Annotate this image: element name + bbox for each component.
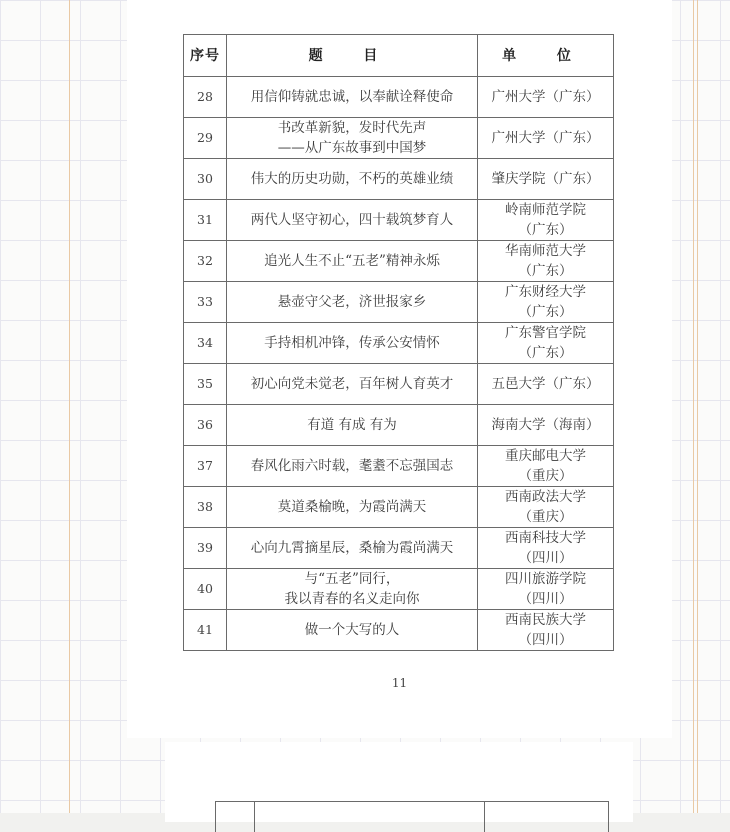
row-number: 28 [184,77,227,118]
header-title: 题 目 [227,35,478,77]
unit-line: 海南大学（海南） [491,417,600,433]
row-number: 31 [184,200,227,241]
document-page [127,0,672,738]
table-row [184,487,614,528]
title-line: 用信仰铸就忠诚，以奉献诠释使命 [250,89,454,105]
unit-line: 广东财经大学 [505,284,586,300]
title-line: 初心向党未觉老，百年树人育英才 [250,376,454,392]
row-title [227,77,478,118]
row-title [227,405,478,446]
unit-line: 四川旅游学院 [505,571,586,587]
row-number: 37 [184,446,227,487]
row-unit [478,487,614,528]
unit-line: 广州大学（广东） [491,130,600,146]
title-line: 两代人坚守初心，四十载筑梦育人 [250,212,454,228]
header-number: 序号 [184,35,227,77]
row-number: 36 [184,405,227,446]
unit-line: （四川） [518,632,573,648]
row-number: 39 [184,528,227,569]
margin-line [697,0,698,813]
table-row [184,118,614,159]
row-number: 35 [184,364,227,405]
title-line: 莫道桑榆晚，为霞尚满天 [277,499,427,515]
row-title [227,159,478,200]
title-line: 伟大的历史功勋，不朽的英雄业绩 [250,171,454,187]
unit-line: （广东） [518,304,573,320]
row-title [227,323,478,364]
row-title [227,282,478,323]
row-unit [478,118,614,159]
row-unit [478,569,614,610]
row-title [227,610,478,651]
unit-line: （广东） [518,263,573,279]
table-row [184,159,614,200]
table-row [184,241,614,282]
row-title [227,364,478,405]
unit-line: 广州大学（广东） [491,89,600,105]
row-number: 29 [184,118,227,159]
row-unit [478,200,614,241]
row-number: 32 [184,241,227,282]
title-line: 与“五老”同行， [304,571,400,587]
title-line: 书改革新貌，发时代先声 [277,120,427,136]
unit-line: 岭南师范学院 [505,202,586,218]
unit-line: 西南民族大学 [505,612,586,628]
title-line: 心向九霄摘星辰，桑榆为霞尚满天 [250,540,454,556]
row-unit [478,282,614,323]
title-line: 春风化雨六时载，耄耋不忘强国志 [250,458,454,474]
unit-line: 西南科技大学 [505,530,586,546]
table-row [184,77,614,118]
unit-line: 华南师范大学 [505,243,586,259]
row-unit [478,77,614,118]
title-line: 追光人生不止“五老”精神永烁 [264,253,440,269]
unit-line: （四川） [518,550,573,566]
unit-line: 广东警官学院 [505,325,586,341]
header-unit: 单 位 [478,35,614,77]
next-page [165,742,633,822]
unit-line: 西南政法大学 [505,489,586,505]
table-row [184,282,614,323]
row-unit [478,446,614,487]
unit-line: （重庆） [518,509,573,525]
row-title [227,446,478,487]
title-line: 做一个大写的人 [304,622,400,638]
margin-line [693,0,694,813]
row-number: 34 [184,323,227,364]
table-row [184,446,614,487]
row-unit [478,610,614,651]
row-number: 33 [184,282,227,323]
table-row [184,569,614,610]
unit-line: （四川） [518,591,573,607]
table-row [184,200,614,241]
row-title [227,241,478,282]
row-unit [478,528,614,569]
row-number: 30 [184,159,227,200]
unit-line: 五邑大学（广东） [491,376,600,392]
unit-line: 肇庆学院（广东） [491,171,600,187]
row-number: 41 [184,610,227,651]
row-title [227,487,478,528]
row-title [227,118,478,159]
table-row [184,528,614,569]
page-number: 11 [391,676,408,690]
row-unit [478,323,614,364]
row-number: 40 [184,569,227,610]
row-unit [478,159,614,200]
margin-line [69,0,70,813]
row-title [227,569,478,610]
unit-line: （重庆） [518,468,573,484]
unit-line: （广东） [518,345,573,361]
row-unit [478,241,614,282]
next-page-table [215,801,609,832]
row-unit [478,405,614,446]
table-row [184,610,614,651]
row-unit [478,364,614,405]
unit-line: （广东） [518,222,573,238]
title-line: 手持相机冲锋，传承公安情怀 [264,335,440,351]
title-line: 悬壶守父老，济世报家乡 [277,294,427,310]
row-title [227,200,478,241]
table-header-row [184,35,614,77]
row-title [227,528,478,569]
title-line: 我以青春的名义走向你 [284,591,420,607]
row-number: 38 [184,487,227,528]
title-line: 有道 有成 有为 [307,417,397,433]
table-row [184,364,614,405]
table-row [184,405,614,446]
title-line: ——从广东故事到中国梦 [277,140,427,156]
unit-line: 重庆邮电大学 [505,448,586,464]
table-row [184,323,614,364]
award-table [183,34,614,651]
